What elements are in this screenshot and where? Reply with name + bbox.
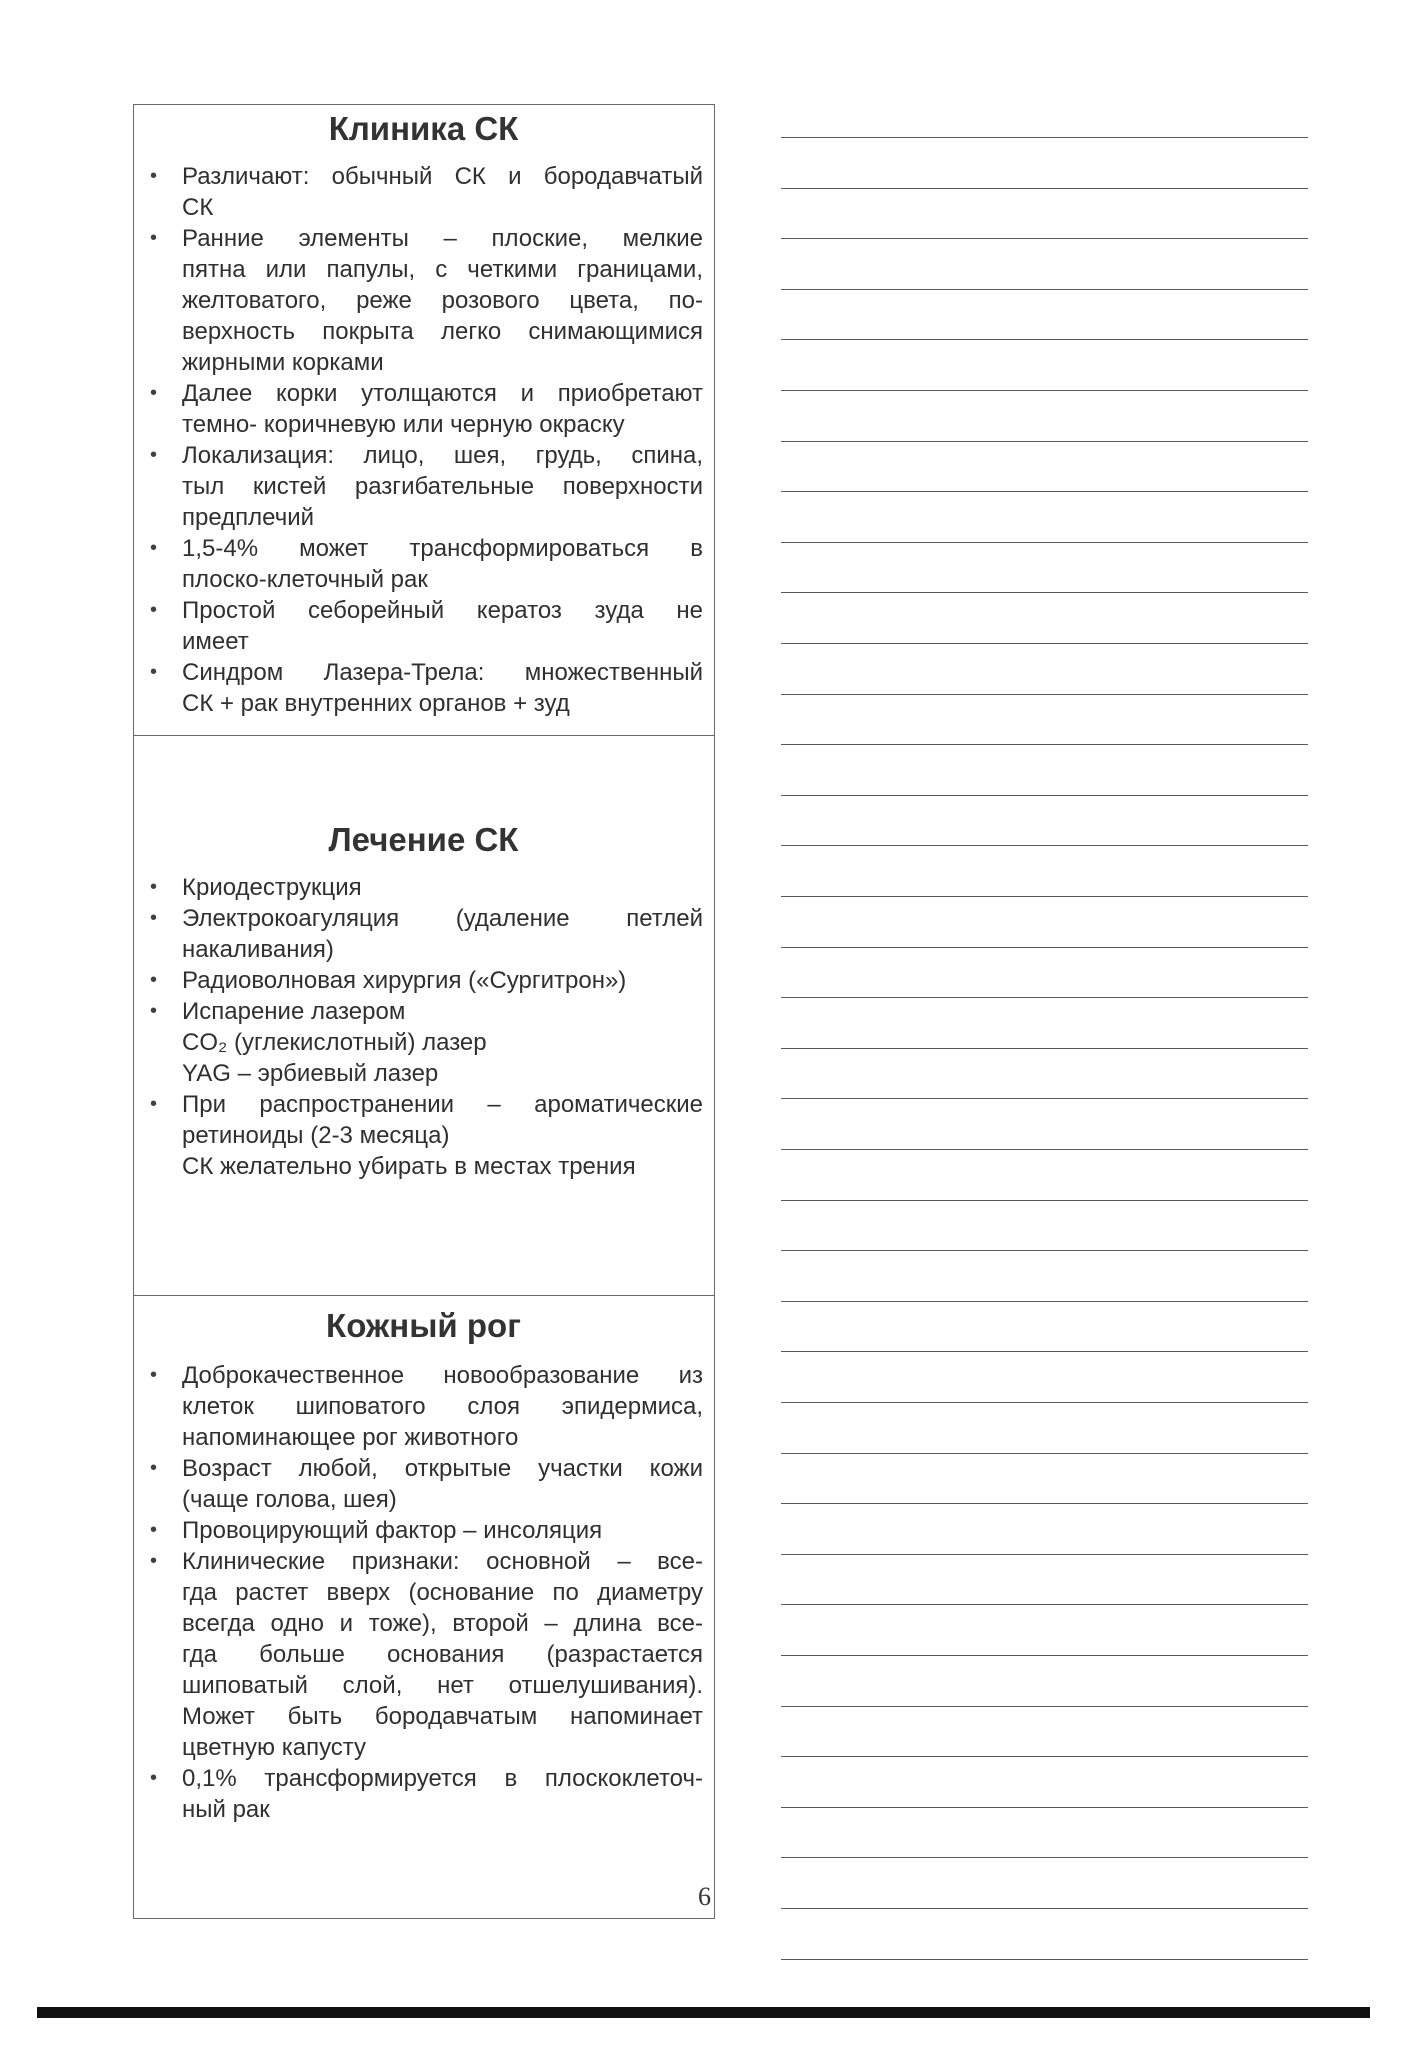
text-line: Доброкачественное новообразование из [182,1362,703,1389]
bullet-icon: • [150,444,158,466]
list-item [144,965,703,996]
text-line: При распространении – ароматические [182,1091,703,1118]
list-item [144,533,703,595]
text-line: тыл кистей разгибательные поверхности [182,473,703,500]
bullet-icon: • [150,1767,158,1789]
note-line [781,1453,1308,1454]
list-item [144,903,703,965]
list-item [144,1453,703,1515]
list-item [144,1089,703,1182]
bullet-icon: • [150,1364,158,1386]
note-line [781,1402,1308,1403]
text-line: гда больше основания (разрастается [182,1641,703,1668]
text-line: Криодеструкция [182,874,362,901]
text-line: клеток шиповатого слоя эпидермиса, [182,1393,703,1420]
slides-column [133,104,715,1919]
note-line [781,1959,1308,1960]
text-line: Может быть бородавчатым напоминает [182,1703,703,1730]
text-line: ретиноиды (2-3 месяца) [182,1122,450,1149]
text-line: Далее корки утолщаются и приобретают [182,380,703,407]
note-line [781,1756,1308,1757]
text-line: Испарение лазером [182,998,406,1025]
note-line [781,1655,1308,1656]
note-line [781,1200,1308,1201]
text-line: пятна или папулы, с четкими границами, [182,256,703,283]
bullet-list [144,872,703,1182]
text-line: верхность покрыта легко снимающимися [182,318,703,345]
note-line [781,1807,1308,1808]
note-line [781,1706,1308,1707]
slide-title: Клиника СК [328,110,519,147]
text-line: (чаще голова, шея) [182,1486,397,1513]
note-line [781,238,1308,239]
bullet-icon: • [150,1093,158,1115]
bullet-icon: • [150,1000,158,1022]
note-line [781,339,1308,340]
bullet-icon: • [150,599,158,621]
note-line [781,542,1308,543]
text-line: желтоватого, реже розового цвета, по- [182,287,703,314]
text-line: Ранние элементы – плоские, мелкие [182,225,703,252]
text-line: жирными корками [182,349,384,376]
text-line: плоско-клеточный рак [182,566,428,593]
note-line [781,1250,1308,1251]
slide-treatment [134,735,714,1295]
bullet-list [144,161,703,719]
text-line: Радиоволновая хирургия («Сургитрон») [182,967,627,994]
note-line [781,845,1308,846]
text-line: напоминающее рог животного [182,1424,519,1451]
bullet-icon: • [150,1550,158,1572]
text-line: темно- коричневую или черную окраску [182,411,625,438]
bullet-icon: • [150,876,158,898]
note-line [781,896,1308,897]
list-item [144,440,703,533]
note-line [781,289,1308,290]
list-item [144,161,703,223]
note-line [781,1351,1308,1352]
bullet-icon: • [150,537,158,559]
bullet-icon: • [150,907,158,929]
text-line: YAG – эрбиевый лазер [182,1060,439,1087]
note-line [781,441,1308,442]
text-line: всегда одно и тоже), второй – длина все- [182,1610,703,1637]
text-line: ный рак [182,1796,270,1823]
text-line: СК [182,194,214,221]
list-item [144,657,703,719]
text-line: 1,5-4% может трансформироваться в [182,535,703,562]
note-line [781,643,1308,644]
list-item [144,378,703,440]
note-line [781,694,1308,695]
list-item [144,1360,703,1453]
note-line [781,1604,1308,1605]
text-line: Различают: обычный СК и бородавчатый [182,163,703,190]
note-line [781,997,1308,998]
text-line: Возраст любой, открытые участки кожи [182,1455,703,1482]
list-item [144,1515,703,1546]
note-line [781,390,1308,391]
text-line: Провоцирующий фактор – инсоляция [182,1517,603,1544]
note-line [781,947,1308,948]
slide-title: Лечение СК [328,821,519,858]
text-line: Синдром Лазера-Трела: множественный [182,659,703,686]
note-line [781,592,1308,593]
text-line: шиповатый слой, нет отшелушивания). [182,1672,703,1699]
slide-title: Кожный рог [326,1307,521,1344]
note-line [781,795,1308,796]
note-line [781,491,1308,492]
text-line: Электрокоагуляция (удаление петлей [182,905,703,932]
bullet-icon: • [150,1457,158,1479]
footer-rule [37,2007,1370,2018]
note-line [781,1503,1308,1504]
text-line: гда растет вверх (основание по диаметру [182,1579,703,1606]
note-line [781,137,1308,138]
text-line: 0,1% трансформируется в плоскоклеточ- [182,1765,703,1792]
note-line [781,1098,1308,1099]
text-line: СК желательно убирать в местах трения [182,1153,636,1180]
text-line: Простой себорейный кератоз зуда не [182,597,703,624]
note-line [781,1048,1308,1049]
slide-cutaneous-horn [134,1295,714,1918]
list-item [144,595,703,657]
note-line [781,1857,1308,1858]
note-line [781,1301,1308,1302]
list-item [144,996,703,1089]
text-line: предплечий [182,504,315,531]
text-line: имеет [182,628,249,655]
list-item [144,872,703,903]
slide-clinic [134,105,714,735]
text-line: накаливания) [182,936,334,963]
list-item [144,1546,703,1763]
bullet-icon: • [150,661,158,683]
bullet-icon: • [150,165,158,187]
note-line [781,744,1308,745]
text-line: СК + рак внутренних органов + зуд [182,690,570,717]
note-line [781,188,1308,189]
text-line: Клинические признаки: основной – все- [182,1548,703,1575]
text-line: Локализация: лицо, шея, грудь, спина, [182,442,703,469]
note-line [781,1554,1308,1555]
list-item [144,1763,703,1825]
text-line: цветную капусту [182,1734,367,1761]
list-item [144,223,703,378]
bullet-icon: • [150,382,158,404]
bullet-icon: • [150,969,158,991]
bullet-list [144,1360,703,1825]
note-line [781,1149,1308,1150]
bullet-icon: • [150,1519,158,1541]
page-number: 6 [698,1882,711,1911]
text-line: CO₂ (углекислотный) лазер [182,1029,487,1056]
bullet-icon: • [150,227,158,249]
